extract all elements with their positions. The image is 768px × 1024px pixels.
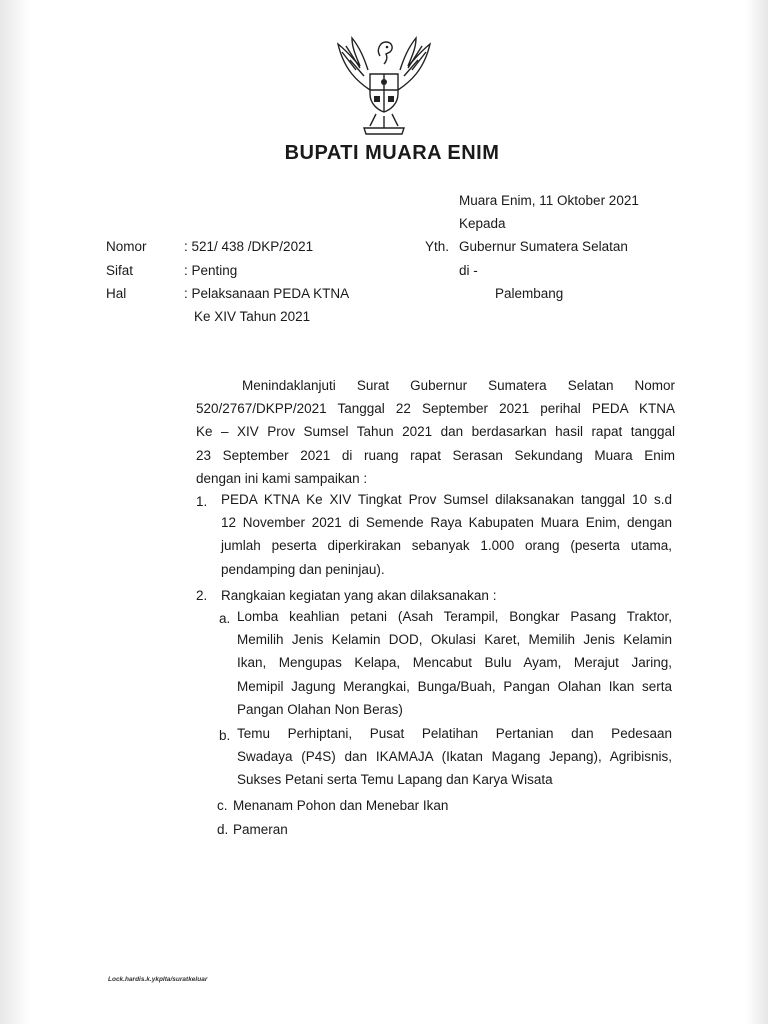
sub-a-line: Memilih Jenis Kelamin DOD, Okulasi Karet, Memilih Jenis Kelamin xyxy=(237,632,672,648)
sub-a-text xyxy=(237,605,672,721)
recipient-name: Gubernur Sumatera Selatan xyxy=(459,239,628,254)
sub-a-marker: a. xyxy=(219,611,231,626)
letterhead-title: BUPATI MUARA ENIM xyxy=(284,142,500,164)
sub-a-line: Ikan, Mengupas Kelapa, Mencabut Bulu Ayam, Merajut Jaring, xyxy=(237,655,672,671)
intro-line: 520/2767/DKPP/2021 Tanggal 22 September 2021 perihal PEDA KTNA xyxy=(196,401,675,417)
item2-number: 2. xyxy=(196,588,208,603)
sifat-value: : Penting xyxy=(184,263,238,278)
item1-number: 1. xyxy=(196,494,208,509)
sub-c-text: Menanam Pohon dan Menebar Ikan xyxy=(233,798,449,813)
sub-a-line: Pangan Olahan Non Beras) xyxy=(237,701,403,717)
sub-b-text xyxy=(237,722,672,792)
hal-value-line2: Ke XIV Tahun 2021 xyxy=(194,309,311,324)
sub-a-line: Memipil Jagung Merangkai, Bunga/Buah, Pangan Olahan Ikan serta xyxy=(237,678,672,694)
sub-b-marker: b. xyxy=(219,728,231,743)
sub-b-line: Swadaya (P4S) dan IKAMAJA (Ikatan Magang Jepang), Agribisnis, xyxy=(237,749,672,765)
intro-line: dengan ini kami sampaikan : xyxy=(196,470,368,486)
item2-lead: Rangkaian kegiatan yang akan dilaksanakan : xyxy=(221,588,497,603)
recipient-city: Palembang xyxy=(495,286,564,301)
recipient-yth: Yth. xyxy=(425,239,450,254)
sub-b-line: Sukses Petani serta Temu Lapang dan Karya Wisata xyxy=(237,772,553,788)
sifat-label: Sifat xyxy=(106,263,134,278)
intro-line: Ke – XIV Prov Sumsel Tahun 2021 dan berdasarkan hasil rapat tanggal xyxy=(196,424,675,440)
item1-line: jumlah peserta diperkirakan sebanyak 1.000 orang (peserta utama, xyxy=(221,538,672,554)
sub-a-line: Lomba keahlian petani (Asah Terampil, Bongkar Pasang Traktor, xyxy=(237,609,672,624)
sub-b-line: Temu Perhiptani, Pusat Pelatihan Pertanian dan Pedesaan xyxy=(237,726,672,741)
item1-line: PEDA KTNA Ke XIV Tingkat Prov Sumsel dilaksanakan tanggal 10 s.d xyxy=(221,492,672,507)
hal-label: Hal xyxy=(106,286,127,301)
footer-file-path: Lock.hardis.k.ykplta/suratkeluar xyxy=(108,976,208,983)
hal-value-line1: : Pelaksanaan PEDA KTNA xyxy=(184,286,350,301)
nomor-label: Nomor xyxy=(106,239,147,254)
item1-line: pendamping dan peninjau). xyxy=(221,561,385,577)
intro-line: 23 September 2021 di ruang rapat Serasan Sekundang Muara Enim xyxy=(196,447,675,463)
intro-paragraph xyxy=(196,374,675,490)
sub-c-marker: c. xyxy=(217,798,228,813)
sub-d-marker: d. xyxy=(217,822,229,837)
garuda-emblem-icon xyxy=(330,30,438,138)
item1-line: 12 November 2021 di Semende Raya Kabupaten Muara Enim, dengan xyxy=(221,515,672,531)
recipient-kepada: Kepada xyxy=(459,216,506,231)
date-line: Muara Enim, 11 Oktober 2021 xyxy=(459,193,639,208)
intro-line: Menindaklanjuti Surat Gubernur Sumatera Selatan Nomor xyxy=(242,378,675,393)
sub-d-text: Pameran xyxy=(233,822,288,837)
item1-text xyxy=(221,488,672,581)
nomor-value: : 521/ 438 /DKP/2021 xyxy=(184,239,314,254)
recipient-di: di - xyxy=(459,263,478,278)
